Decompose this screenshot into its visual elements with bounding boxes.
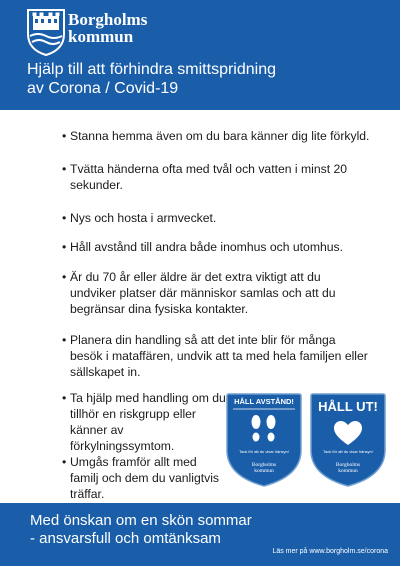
- brand-line-1: Borgholms: [68, 10, 148, 29]
- badge-hold-on: [309, 392, 387, 488]
- advice-item: • Planera din handling så att det inte blir för många besök i mataffären, undvik att ta med hela familjen eller sällskapet in.: [62, 332, 368, 380]
- advice-item: • Är du 70 år eller äldre är det extra viktigt att du undviker platser där människor samlas och att du begränsar dina fysiska kontakter.: [62, 269, 354, 317]
- badge-note: Tack för att du visar hänsyn!: [323, 449, 373, 454]
- badge-brand-line-2: kommun: [338, 468, 358, 474]
- badge-brand-line-1: Borgholms: [251, 462, 277, 468]
- advice-item: • Umgås framför allt med familj och dem du vanligtvis träffar.: [62, 454, 226, 502]
- heart-icon: [333, 420, 363, 446]
- footer-message-line-2: - ansvarsfull och omtänksam: [30, 530, 221, 547]
- page-title: [27, 60, 276, 98]
- badge-title: HÅLL UT!: [318, 399, 378, 414]
- badge-brand-line-1: Borgholms: [335, 462, 361, 468]
- advice-item: • Tvätta händerna ofta med tvål och vatten i minst 20 sekunder.: [62, 161, 362, 193]
- badge-brand: [225, 462, 303, 474]
- page-title-line-2: av Corona / Covid-19: [27, 80, 179, 97]
- brand-name: [68, 11, 147, 45]
- badge-title: HÅLL AVSTÅND!: [234, 397, 294, 406]
- footer-banner: [0, 503, 400, 566]
- badge-note: Tack för att du visar hänsyn!: [239, 449, 289, 454]
- advice-item: • Nys och hosta i armvecket.: [62, 210, 380, 226]
- header-banner: [0, 0, 400, 110]
- badge-brand: [309, 462, 387, 474]
- badge-keep-distance: [225, 392, 303, 488]
- more-info-link[interactable]: Läs mer på www.borgholm.se/corona: [272, 548, 388, 555]
- badge-brand-line-2: kommun: [254, 468, 274, 474]
- advice-item: • Håll avstånd till andra både inomhus och utomhus.: [62, 239, 380, 255]
- footprints-icon: [244, 413, 284, 447]
- page-title-line-1: Hjälp till att förhindra smittspridning: [27, 61, 276, 78]
- brand-line-2: kommun: [68, 27, 134, 46]
- footer-message-line-1: Med önskan om en skön sommar: [30, 512, 252, 529]
- advice-item: • Ta hjälp med handling om du tillhör en riskgrupp eller känner av förkylningssymtom.: [62, 390, 226, 454]
- advice-item: • Stanna hemma även om du bara känner dig lite förkyld.: [62, 128, 380, 144]
- borgholm-castle-logo-icon: [26, 8, 66, 56]
